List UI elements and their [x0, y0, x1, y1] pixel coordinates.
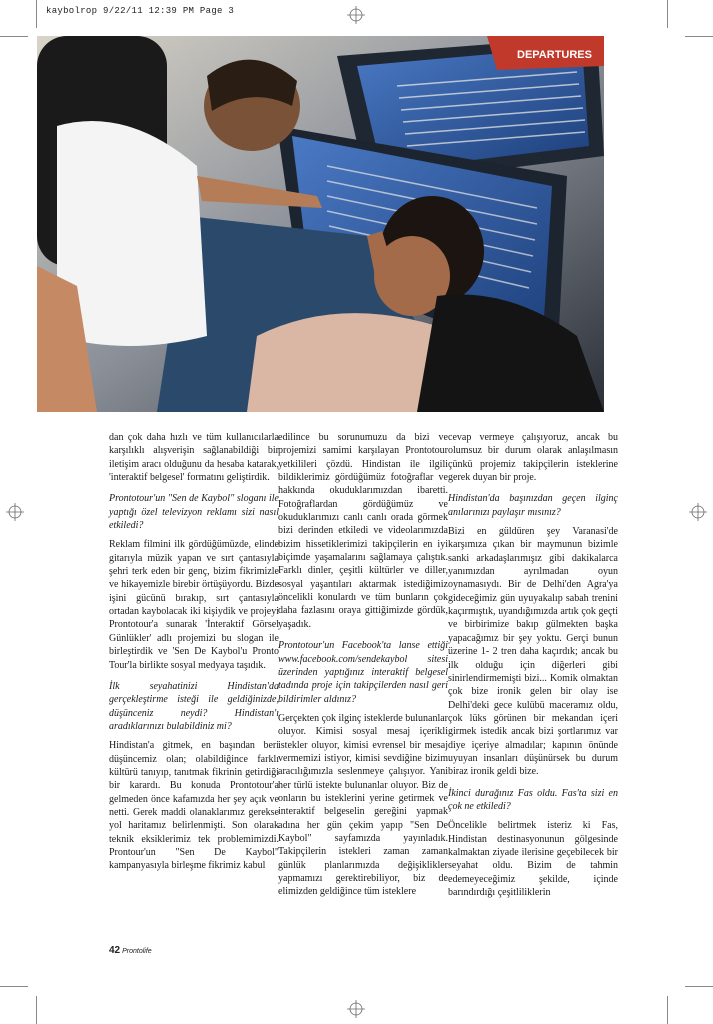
interview-answer: Bizi en güldüren şey Varanasi'de karşımıza çıkan bir maymunun bizimle sanki arkadaşlarımışız gibi dakikalarca yanımızdan ayrılmadan oyun oynamasıydı. Bir de Delhi'den Agra'ya gideceğimiz gün uyuyakalıp sabah trenini kaçırmıştık, uyandığımızda artık çok geçti ve birbirimize bakıp gülmekten başka yapacağımız bir şey yoktu. Gerçi bunun üzerine 1- 2 tren daha kaçırdık; ancak bu ilk olduğu için diğerleri gibi sinirlendirmemişti bizi... Komik olmaktan çok bize ironik gelen bir olay ise Delhi'deki gece kulübü maceramız oldu, çok lüks görünen bir mekandan içeri girmek istedik ancak bizi şortlarımız var diye içeriye almadılar; kapının önünde uyuyan insanları düşünürsek bu durum biraz ironik geldi bize.: [448, 526, 618, 778]
article-column-1: [109, 431, 279, 879]
crop-mark: [667, 996, 668, 1024]
interview-question: Prontotour'un "Sen de Kaybol" sloganı ile yaptığı özel televizyon reklamı sizi nasıl etkiledi?: [109, 493, 279, 532]
crop-mark: [685, 986, 713, 987]
paragraph: edilince bu sorunumuzu da bizi ve projemizi samimi karşılayan Prontotour yetkilileri çözdü. Hindistan ile ilgili bildiklerimiz gördüğümüz fotoğraflar ve hakkında okuduklarımızdan ibaretti. Fotoğraflardan gördüğümüz ve okuduklarımızı canlı canlı orada görmek bizi derinden etkiledi ve videolarımızda bizim hissetiklerimizi takipçilerin en iyi biçimde yaşamalarını sağlamaya çalıştık. Farklı dinler, çeşitli kültürler ve diller, sosyal yaşantıları aktarmak istediğimiz öncelikli konulardı ve tüm bunların çok daha fazlasını oraya gittiğimizde gördük, yaşadık.: [278, 432, 448, 630]
registration-mark-icon: [347, 1000, 365, 1018]
interview-question: İkinci durağınız Fas oldu. Fas'ta sizi en çok ne etkiledi?: [448, 787, 618, 812]
paragraph: dan çok daha hızlı ve tüm kullanıcılarla karşılıklı alışverişin sağlanabildiği bir iletişim aracı olduğunu da hesaba katarak, 'interaktif belgesel' formatını geliştirdik.: [109, 432, 279, 484]
registration-mark-icon: [6, 503, 24, 521]
crop-mark: [0, 986, 28, 987]
registration-mark-icon: [689, 503, 707, 521]
crop-mark: [685, 36, 713, 37]
paragraph: cevap vermeye çalışıyoruz, ancak bu olumsuz bir durum olarak anlaşılmasın çünkü projemiz takipçilerin isteklerine gerek duyan bir proje.: [448, 432, 618, 484]
interview-question: Prontotour'un Facebook'ta lanse ettiği www.facebook.com/sendekaybol sitesi üzerinden yaptığınız interaktif belgesel tadında proje için takipçilerden nasıl geri bildirimler aldınız?: [278, 640, 448, 705]
interview-answer: Gerçekten çok ilginç isteklerde bulunanlar oluyor. Kimisi sosyal mesaj içerikli istekler oluyor, kimisi evrensel bir mesaj vermemizi istiyor, kimisi sevdiğine bizim aracılığımızla seslenmeye çalışıyor. Yani her türlü istekte bulunanlar oluyor. Biz de onların bu isteklerini yerine getirmek ve interaktif belgeselin gereğini yapmak adına her gün çekim yapıp "Sen De Kaybol" sayfamızda yayınladık. Takipçilerin istekleri zaman zaman günlük planlarımızda değişiklikler yapmamızı gerektirebiliyor, biz de elimizden geldiğince tüm isteklere: [278, 712, 448, 898]
magazine-brand: Prontolife: [122, 948, 152, 955]
departures-label: DEPARTURES: [517, 49, 592, 61]
crop-mark: [667, 0, 668, 28]
crop-mark: [36, 0, 37, 28]
interview-answer: Hindistan'a gitmek, en başından beri düşüncemiz olan; olabildiğince farklı kültürü tanıyıp, tanıtmak fikrinin getirdiği bir karardı. Bu konuda Prontotour'a gelmeden önce kafamızda her şey açık ve netti. Gerek maddi olanaklarımız gerekse yol haritamız belirlenmişti. Son olarak teknik eksiklerimiz tek problemimizdi. Prontour'un "Sen De Kaybol" kampanyasıyla birleşme fikrimiz kabul: [109, 740, 279, 872]
registration-mark-icon: [347, 6, 365, 24]
print-slug: kaybolrop 9/22/11 12:39 PM Page 3: [46, 6, 235, 16]
article-column-2: [278, 431, 448, 905]
page-number: 42: [109, 945, 121, 956]
article-column-3: [448, 431, 618, 905]
interview-question: Hindistan'da başınızdan geçen ilginç anılarınızı paylaşır mısınız?: [448, 493, 618, 518]
page-footer: [109, 945, 152, 956]
interview-question: İlk seyahatinizi Hindistan'da gerçekleştirme isteği ile geldiğinizde, düşünceniz neydi? Hindistan'ı aradıklarınızı bulabildiniz mi?: [109, 680, 279, 732]
interview-answer: Reklam filmini ilk gördüğümüzde, elinde gitarıyla müzik yapan ve sırt çantasıyla şehri terk eden bir genç, bizim fikrimizle ve hikayemizle birebir örtüşüyordu. Bizde işini gücünü bırakıp, sırt çantasıyla ortadan kaybolacak iki kişiydik ve projeyi Prontotour'a sunarak 'İnteraktif Görsel Günlükler' adlı projemizi bu slogan ile birleştirdik ve 'Sen De Kaybol'u Pronto Tour'la birlikte sosyal medyaya taşıdık.: [109, 539, 279, 671]
crop-mark: [36, 996, 37, 1024]
interview-answer: Öncelikle belirtmek isteriz ki Fas, Hindistan destinasyonunun gölgesinde kalmaktan ziyade ilerisine geçebilecek bir seyahat oldu. Bizim de tahmin edemeyeceğimiz şekilde, içinde barındırdığı çeşitliliklerin: [448, 820, 618, 898]
crop-mark: [0, 36, 28, 37]
travelers-at-departure-board-photo: [37, 36, 604, 412]
